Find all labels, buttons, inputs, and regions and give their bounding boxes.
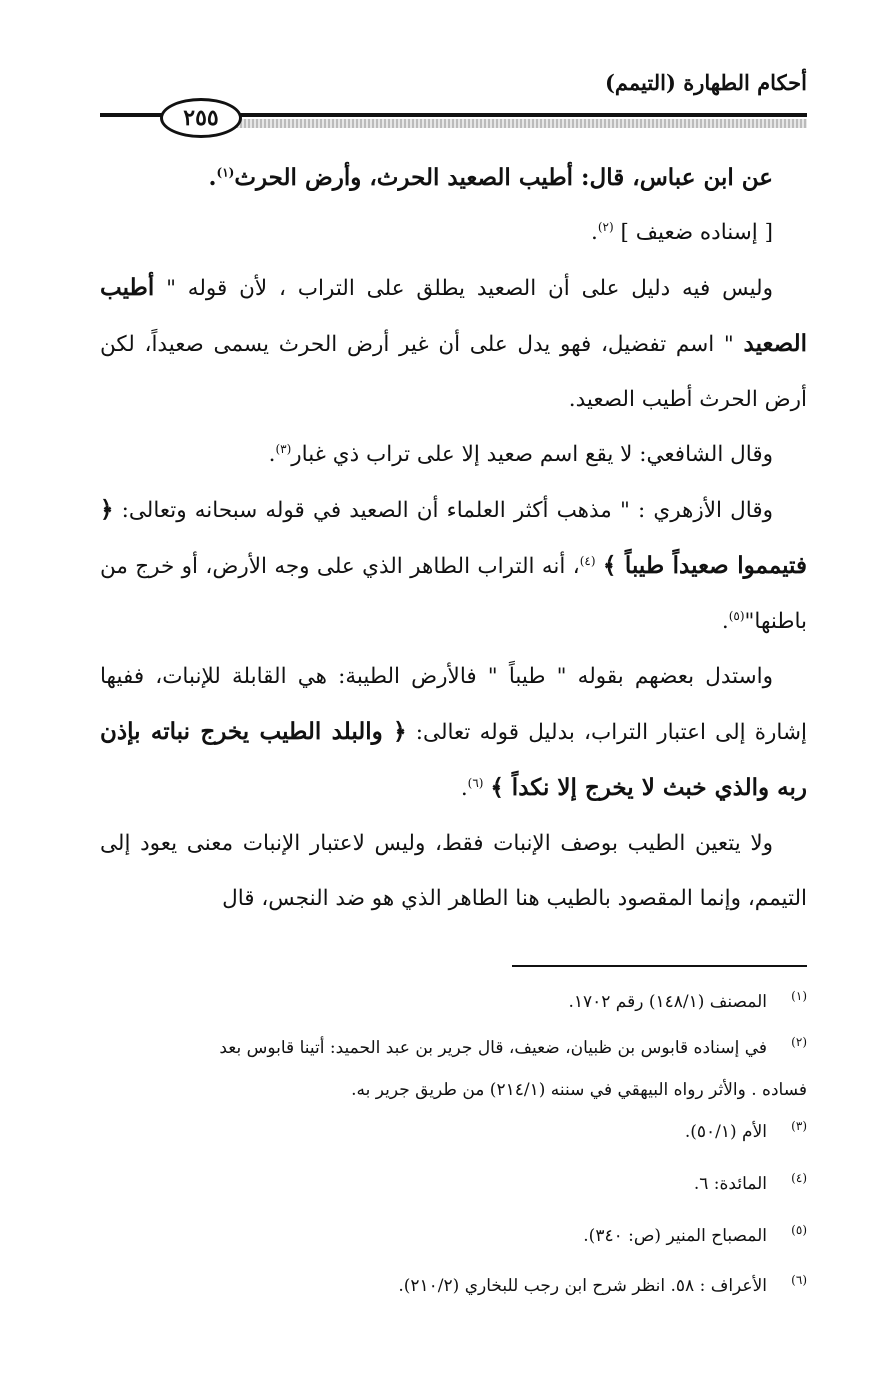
paragraph-5 <box>100 482 807 649</box>
bold-term: أطيب الصعيد <box>100 274 807 357</box>
footnote-ref-4: (٤) <box>579 553 596 568</box>
footnote-number: (٤) <box>791 1171 807 1185</box>
footnote-number: (٣) <box>791 1119 807 1133</box>
footnote-1 <box>100 990 807 1014</box>
footnote-separator <box>512 965 807 967</box>
paragraph-6 <box>100 649 807 816</box>
footnote-text: الأعراف : ٥٨. انظر شرح ابن رجب للبخاري (٢١٠/٢). <box>398 1276 767 1296</box>
text-run: وقال الأزهري : " مذهب أكثر العلماء أن الصعيد في قوله سبحانه وتعالى: <box>121 498 773 523</box>
footnote-ref-1: (١) <box>216 165 235 180</box>
footnote-2 <box>100 1036 807 1102</box>
footnote-ref-3: (٣) <box>275 441 292 456</box>
footnote-number: (٢) <box>791 1035 807 1049</box>
footnote-4 <box>100 1172 807 1196</box>
footnote-number: (٦) <box>791 1273 807 1287</box>
footnote-text: الأم (٥٠/١). <box>684 1122 767 1142</box>
grading-text: [ إسناده ضعيف ] <box>620 220 773 245</box>
paragraph-2 <box>100 205 807 260</box>
period: . <box>590 220 598 245</box>
period: . <box>460 776 468 801</box>
running-title: أحكام الطهارة (التيمم) <box>604 70 807 95</box>
text-run: " اسم تفضيل، فهو يدل على أن غير أرض الحرث يسمى صعيداً، لكن أرض الحرث أطيب الصعيد. <box>100 332 807 412</box>
page-number: ٢٥٥ <box>160 98 242 138</box>
period: . <box>721 609 729 634</box>
quran-quote: ﴿ فتيمموا صعيداً طيباً ﴾ <box>100 496 807 579</box>
footnote-text-continued: فساده . والأثر رواه البيهقي في سننه (٢١٤/١) من طريق جرير به. <box>351 1080 807 1100</box>
footnote-number: (١) <box>791 989 807 1003</box>
text-run: واستدل بعضهم بقوله " طيباً " فالأرض الطيبة: هي القابلة للإنبات، ففيها إشارة إلى اعتبار التراب، بدليل قوله تعالى: <box>100 664 807 745</box>
footnote-text: في إسناده قابوس بن ظبيان، ضعيف، قال جرير بن عبد الحميد: أتينا قابوس بعد <box>219 1038 767 1058</box>
main-text <box>100 150 807 926</box>
footnote-number: (٥) <box>791 1223 807 1237</box>
text-run: ، أنه التراب الطاهر الذي على وجه الأرض، أو خرج من باطنها" <box>100 554 807 634</box>
footnotes <box>100 978 807 1298</box>
footnote-ref-5: (٥) <box>728 608 745 623</box>
header-rule-shade <box>224 119 807 128</box>
footnote-5 <box>100 1224 807 1248</box>
text-run: ولا يتعين الطيب بوصف الإنبات فقط، وليس لاعتبار الإنبات معنى يعود إلى التيمم، وإنما المقصود بالطيب هنا الطاهر الذي هو ضد النجس، قال <box>100 831 807 911</box>
footnote-3 <box>100 1120 807 1144</box>
footnote-text: المصباح المنير (ص: ٣٤٠). <box>583 1226 767 1246</box>
footnote-text: المصنف (١٤٨/١) رقم ١٧٠٢. <box>568 992 767 1012</box>
text-run: وقال الشافعي: لا يقع اسم صعيد إلا على تراب ذي غبار <box>291 442 773 467</box>
paragraph-7 <box>100 816 807 926</box>
paragraph-4 <box>100 427 807 482</box>
paragraph-3 <box>100 260 807 427</box>
text-run: وليس فيه دليل على أن الصعيد يطلق على التراب ، لأن قوله " <box>166 276 773 301</box>
footnote-text: المائدة: ٦. <box>693 1174 767 1194</box>
quran-quote: ﴿ والبلد الطيب يخرج نباته بإذن ربه والذي خبث لا يخرج إلا نكداً ﴾ <box>100 718 807 801</box>
period: . <box>268 442 276 467</box>
period: . <box>208 164 217 191</box>
footnote-ref-6: (٦) <box>467 775 484 790</box>
paragraph-1 <box>100 150 807 205</box>
footnote-ref-2: (٢) <box>597 219 614 234</box>
footnote-6 <box>100 1274 807 1298</box>
hadith-text: عن ابن عباس، قال: أطيب الصعيد الحرث، وأرض الحرث <box>234 164 773 191</box>
